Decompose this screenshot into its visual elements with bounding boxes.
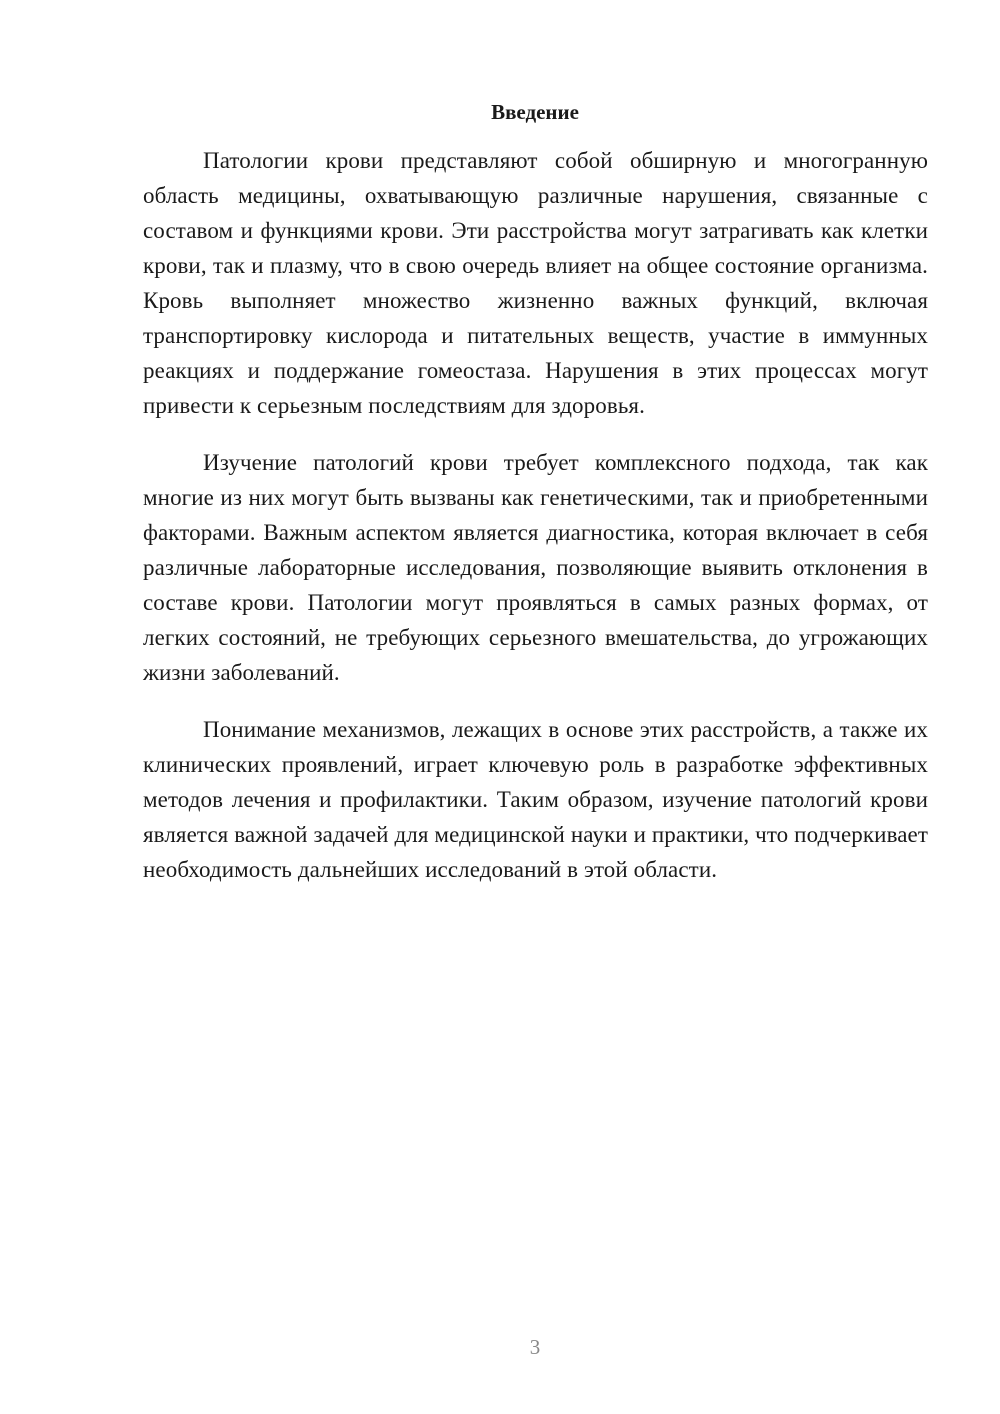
paragraph-3: Понимание механизмов, лежащих в основе этих расстройств, а также их клинических проявлений, играет ключевую роль в разработке эффективных методов лечения и профилактики. Таким образом, изучение патологий крови является важной задачей для медицинской науки и практики, что подчеркивает необходимость дальнейших исследований в этой области. bbox=[143, 717, 928, 882]
section-heading: Введение bbox=[491, 100, 579, 124]
body-text bbox=[143, 143, 928, 909]
paragraph-1: Патологии крови представляют собой обширную и многогранную область медицины, охватывающую различные нарушения, связанные с составом и функциями крови. Эти расстройства могут затрагивать как клетки крови, так и плазму, что в свою очередь влияет на общее состояние организма. Кровь выполняет множество жизненно важных функций, включая транспортировку кислорода и питательных веществ, участие в иммунных реакциях и поддержание гомеостаза. Нарушения в этих процессах могут привести к серьезным последствиям для здоровья. bbox=[143, 148, 928, 418]
page-number: 3 bbox=[529, 1335, 541, 1359]
paragraph-2: Изучение патологий крови требует комплексного подхода, так как многие из них могут быть вызваны как генетическими, так и приобретенными факторами. Важным аспектом является диагностика, которая включает в себя различные лабораторные исследования, позволяющие выявить отклонения в составе крови. Патологии могут проявляться в самых разных формах, от легких состояний, не требующих серьезного вмешательства, до угрожающих жизни заболеваний. bbox=[143, 450, 928, 685]
